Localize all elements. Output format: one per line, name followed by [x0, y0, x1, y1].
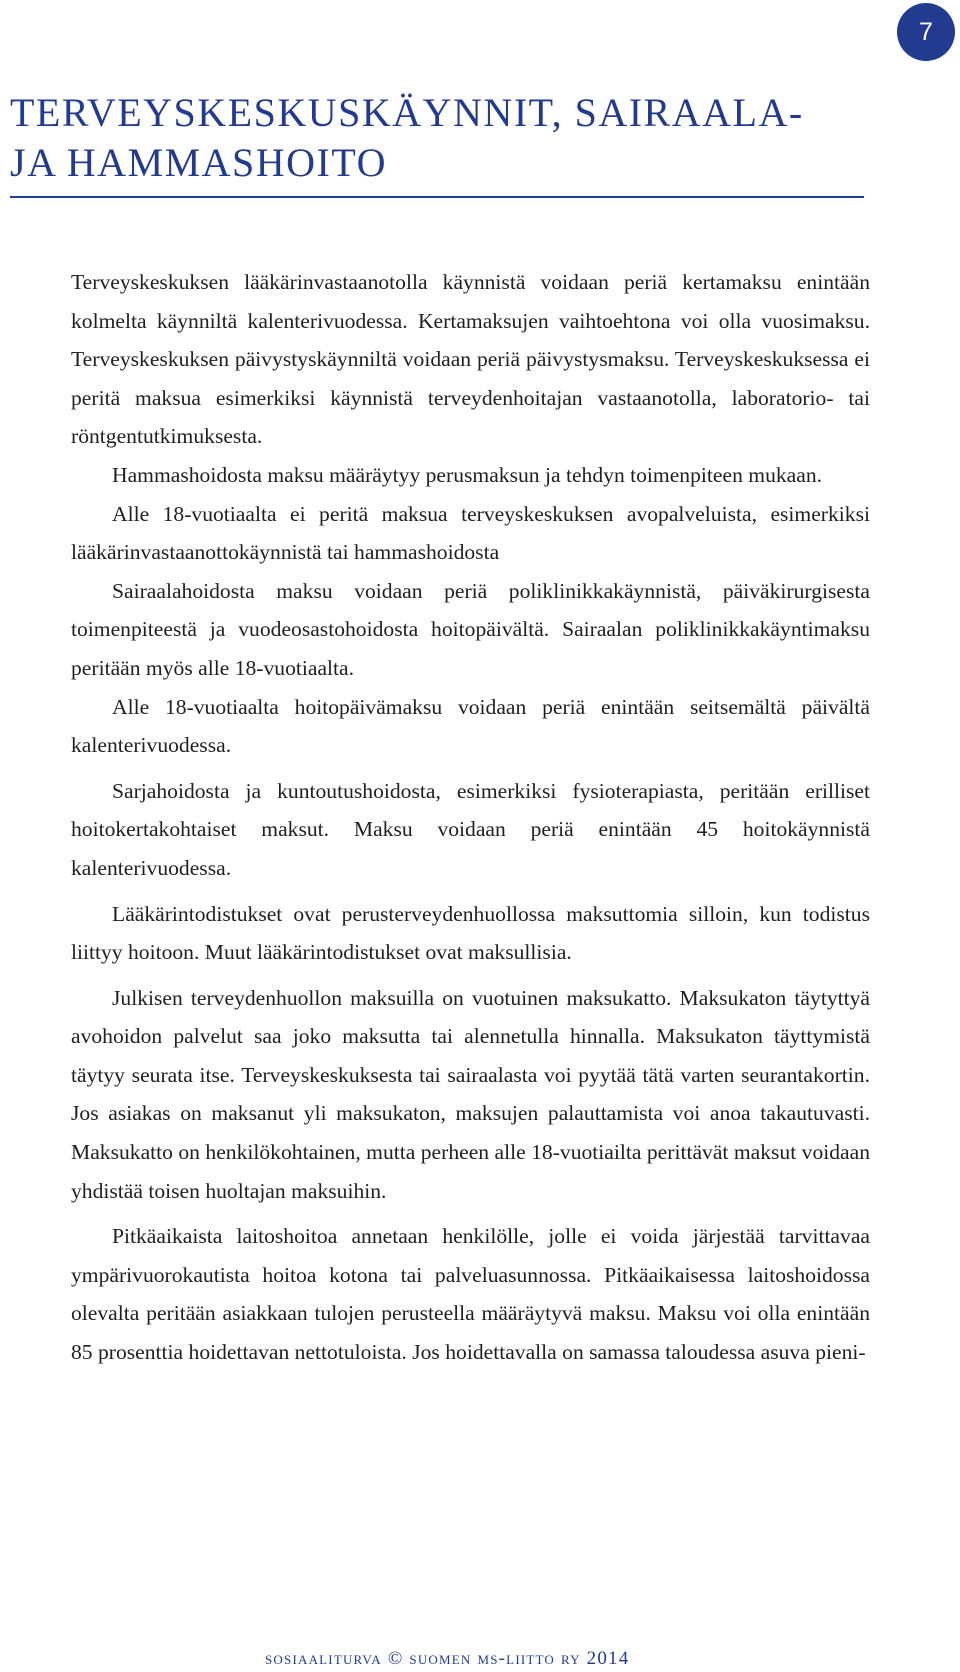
paragraph-long-term-care: Pitkäaikaista laitoshoitoa annetaan henkilölle, jolle ei voida järjestää tarvittavaa ympärivuorokautista hoitoa kotona tai palveluasunnossa. Pitkäaikaisessa laitoshoidossa olevalta peritään asiakkaan tulojen perusteella määräytyvä maksu. Maksu voi olla enintään 85 prosenttia hoidettavan nettotuloista. Jos hoidettavalla on samassa taloudessa asuva pieni- [71, 1224, 870, 1365]
page-footer: sosiaaliturva © suomen ms-liitto ry 2014 [265, 1648, 630, 1669]
page-number-badge: 7 [897, 3, 955, 61]
heading-divider [10, 196, 864, 198]
paragraph-dental-fees: Hammashoidosta maksu määräytyy perusmaksun ja tehdyn toimenpiteen mukaan. [112, 462, 823, 487]
paragraph-series-treatment: Sarjahoidosta ja kuntoutushoidosta, esimerkiksi fysioterapiasta, peritään erilliset hoitokertakohtaiset maksut. Maksu voidaan periä enintään 45 hoitokäynnistä kalenterivuodessa. [71, 778, 870, 880]
paragraph-health-center-fees: Terveyskeskuksen lääkärinvastaanotolla käynnistä voidaan periä kertamaksu enintään kolmelta käynniltä kalenterivuodessa. Kertamaksujen vaihtoehtona voi olla vuosimaksu. Terveyskeskuksen päivystyskäynniltä voidaan periä päivystysmaksu. Terveyskeskuksessa ei peritä maksua esimerkiksi käynnistä terveydenhoitajan vastaanotolla, laboratorio- tai röntgentutkimuksesta. [71, 270, 870, 449]
section-heading [10, 88, 870, 188]
paragraph-under-18-outpatient: Alle 18-vuotiaalta ei peritä maksua terveyskeskuksen avopalveluista, esimerkiksi lääkärinvastaanottokäynnistä tai hammashoidosta [71, 501, 870, 565]
paragraph-under-18-daily-fee: Alle 18-vuotiaalta hoitopäivämaksu voidaan periä enintään seitsemältä päivältä kalenterivuodessa. [71, 694, 870, 758]
section-heading-line-2: JA HAMMASHOITO [10, 140, 387, 185]
paragraph-hospital-fees: Sairaalahoidosta maksu voidaan periä poliklinikkakäynnistä, päiväkirurgisesta toimenpiteestä ja vuodeosastohoidosta hoitopäivältä. Sairaalan poliklinikkakäyntimaksu peritään myös alle 18-vuotiaalta. [71, 578, 870, 680]
section-heading-line-1: TERVEYSKESKUSKÄYNNIT, SAIRAALA- [10, 90, 804, 135]
paragraph-payment-ceiling: Julkisen terveydenhuollon maksuilla on vuotuinen maksukatto. Maksukaton täytyttyä avohoidon palvelut saa joko maksutta tai alennetulla hinnalla. Maksukaton täyttymistä täytyy seurata itse. Terveyskeskuksesta tai sairaalasta voi pyytää tätä varten seurantakortin. Jos asiakas on maksanut yli maksukaton, maksujen palauttamista voi anoa takautuvasti. Maksukatto on henkilökohtainen, mutta perheen alle 18-vuotiailta perittävät maksut voidaan yhdistää toisen huoltajan maksuihin. [71, 985, 870, 1203]
body-text [71, 263, 870, 1372]
paragraph-medical-certificates: Lääkärintodistukset ovat perusterveydenhuollossa maksuttomia silloin, kun todistus liittyy hoitoon. Muut lääkärintodistukset ovat maksullisia. [71, 901, 870, 965]
